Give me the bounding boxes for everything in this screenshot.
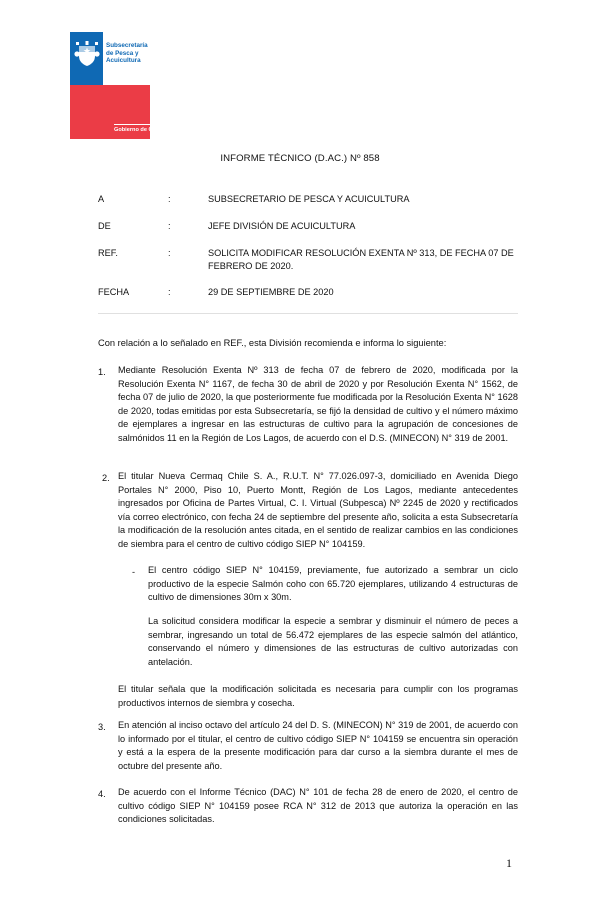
- bullet-dash: -: [132, 567, 136, 577]
- paragraph-1: Mediante Resolución Exenta Nº 313 de fecha 07 de febrero de 2020, modificada por la Resolución Exenta N° 1167, de fecha 30 de abril de 2020 y por Resolución Exenta N° 1562, de fecha 07 de julio de 2020, la que posteriormente fue modificada por la Resolución Exenta N° 1628 de 2020, todas emitidas por esta Subsecretaría, se fijó la densidad de cultivo y el número máximo de ejemplares a ingresar en las estructuras de cultivo para la agrupación de concesiones de salmónidos 11 en la Región de Los Lagos, de acuerdo con el D.S. (MINECON) N° 319 de 2001.: [118, 365, 518, 443]
- item-number: 2.: [102, 473, 110, 483]
- item-number: 4.: [98, 789, 106, 799]
- paragraph-2-request: La solicitud considera modificar la especie a sembrar y disminuir el número de peces a sembrar, ingresando un total de 56.472 ejemplares de las especie salmón del atlántico, conservando el número y dimensiones de las estructuras de cultivo autorizadas con antelación.: [148, 616, 518, 667]
- intro-paragraph: Con relación a lo señalado en REF., esta División recomienda e informa lo siguiente:: [98, 338, 447, 348]
- logo-wordmark: Subsecretaría de Pesca y Acuicultura: [106, 42, 148, 65]
- item-number: 1.: [98, 367, 106, 377]
- document-title: INFORME TÉCNICO (D.AC.) Nº 858: [220, 153, 380, 164]
- paragraph-2-bullet: El centro código SIEP N° 104159, previamente, fue autorizado a sembrar un ciclo productivo de la especie Salmón coho con 65.720 ejemplares, utilizando 4 estructuras de cultivo de dimensiones 30m x 30m.: [148, 565, 518, 602]
- header-divider: [98, 313, 518, 314]
- document-page: Subsecretaría de Pesca y Acuicultura Gobierno de Chile INFORME TÉCNICO (D.AC.) Nº 858 A : SUBSECRETARIO DE PESCA Y ACUICULTURA DE : JEFE DIVISIÓN DE ACUICULTURA REF. : SOLICITA MODIFICAR RESOLUCIÓN EXENTA Nº 313, DE FECHA 07 DE FEBRERO DE 2020. FECHA : 29 DE SEPTIEMBRE DE 2020 Con relación a lo señalado en REF., esta División recomienda e informa lo siguiente: 1. Mediante Resolución Exenta Nº 313 de fecha 07 de febrero de 2020, modificada por la Resolución Exenta N° 1167, de fecha 30 de abril de 2020 y por Resolución Exenta N° 1562, de fecha 07 de julio de 2020, la que posteriormente fue modificada por la Resolución Exenta N° 1628 de 2020, todas emitidas por esta Subsecretaría, se fijó la densidad de cultivo y el número máximo de ejemplares a ingresar en las estructuras de cultivo para la agrupación de concesiones de salmónidos 11 en la Región de Los Lagos, de acuerdo con el D.S. (MINECON) N° 319 de 2001. 2. El titular Nueva Cermaq Chile S. A., R.U.T. N° 77.026.097-3, domiciliado en Avenida Diego Portales N° 2000, Piso 10, Puerto Montt, Región de Los Lagos, mediante antecedentes ingresados por Oficina de Partes Virtual, C. I. Virtual (Subpesca) Nº 2245 de 2020 y rectificados vía correo electrónico, con fecha 24 de septiembre del presente año, solicita a esta Subsecretaría la modificación de la resolución antes citada, en el sentido de realizar cambios en las condiciones de siembra para el centro de cultivo código SIEP N° 104159. - El centro código SIEP N° 104159, previamente, fue autorizado a sembrar un ciclo productivo de la especie Salmón coho con 65.720 ejemplares, utilizando 4 estructuras de cultivo de dimensiones 30m x 30m. La solicitud considera modificar la especie a sembrar y disminuir el número de peces a sembrar, ingresando un total de 56.472 ejemplares de las especie salmón del atlántico, conservando el número y dimensiones de las estructuras de cultivo autorizadas con antelación. El titular señala que la modificación solicitada es necesaria para cumplir con los programas productivos internos de siembra y cosecha. 3. En atención al inciso octavo del artículo 24 del D. S. (MINECON) N° 319 de 2001, de acuerdo con lo informado por el titular, el centro de cultivo código SIEP N° 104159 se encuentra sin operación y está a la espera de la presente modificación para dar curso a la siembra durante el mes de octubre del presente año. 4. De acuerdo con el Informe Técnico (DAC) N° 101 de fecha 28 de enero de 2020, el centro de cultivo código SIEP N° 104159 posee RCA N° 312 de 2013 que autoriza la operación en las condiciones solicitadas. 1: [0, 0, 600, 918]
- logo-government-label: Gobierno de Chile: [114, 127, 163, 133]
- item-number: 3.: [98, 722, 106, 732]
- subpesca-logo: [70, 32, 163, 139]
- paragraph-2: El titular Nueva Cermaq Chile S. A., R.U.T. N° 77.026.097-3, domiciliado en Avenida Diego Portales N° 2000, Piso 10, Puerto Montt, Región de Los Lagos, mediante antecedentes ingresados por Oficina de Partes Virtual, C. I. Virtual (Subpesca) Nº 2245 de 2020 y rectificados vía correo electrónico, con fecha 24 de septiembre del presente año, solicita a esta Subsecretaría la modificación de la resolución antes citada, en el sentido de realizar cambios en las condiciones de siembra para el centro de cultivo código SIEP N° 104159.: [118, 471, 518, 549]
- chile-coat-of-arms-icon: [74, 40, 100, 68]
- paragraph-3: En atención al inciso octavo del artículo 24 del D. S. (MINECON) N° 319 de 2001, de acuerdo con lo informado por el titular, el centro de cultivo código SIEP N° 104159 se encuentra sin operación y está a la espera de la presente modificación para dar curso a la siembra durante el mes de octubre del presente año.: [118, 720, 518, 771]
- paragraph-4: De acuerdo con el Informe Técnico (DAC) N° 101 de fecha 28 de enero de 2020, el centro de cultivo código SIEP N° 104159 posee RCA N° 312 de 2013 que autoriza la operación en las condiciones solicitadas.: [118, 787, 518, 824]
- paragraph-2-note: El titular señala que la modificación solicitada es necesaria para cumplir con los programas productivos internos de siembra y cosecha.: [118, 684, 518, 708]
- page-number: 1: [506, 856, 512, 870]
